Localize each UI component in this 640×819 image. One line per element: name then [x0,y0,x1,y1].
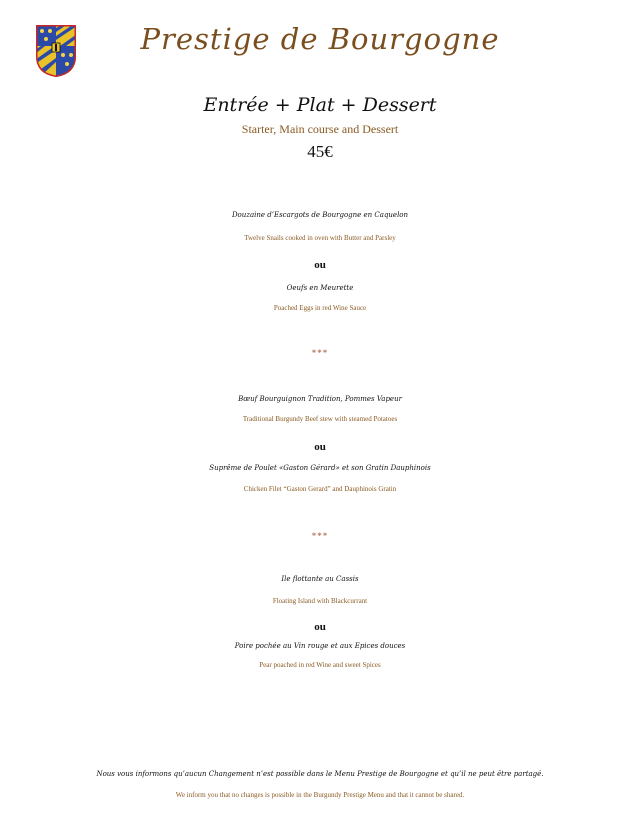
or-divider: ou [314,259,326,271]
main-2-name: Suprême de Poulet «Gaston Gérard» et son Gratin Dauphinois [209,464,431,472]
dessert-2-english: Pear poached in red Wine and sweet Spices [259,661,381,669]
starter-2-english: Poached Eggs in red Wine Sauce [273,304,367,312]
or-divider: ou [314,441,326,453]
dessert-2-name: Poire pochée au Vin rouge et aux Epices douces [234,642,406,650]
starter-1-english: Twelve Snails cooked in oven with Butter and Parsley [244,234,396,242]
formula-name: Entrée + Plat + Dessert [203,94,437,116]
main-1-name: Bœuf Bourguignon Tradition, Pommes Vapeur [238,395,402,403]
main-1-english: Traditional Burgundy Beef stew with steamed Potatoes [242,415,398,423]
starter-2-name: Oeufs en Meurette [286,284,354,292]
footer-note-english: We inform you that no changes is possible in the Burgundy Prestige Menu and that it cannot be shared. [175,791,465,799]
menu-price: 45€ [307,142,333,161]
starter-1-name: Douzaine d’Escargots de Bourgogne en Caquelon [231,211,409,219]
section-separator: *** [311,348,329,358]
formula-name-english: Starter, Main course and Dessert [241,122,399,136]
dessert-1-english: Floating Island with Blackcurrant [272,597,368,605]
dessert-1-name: Ile flottante au Cassis [281,575,359,583]
or-divider: ou [314,621,326,633]
main-2-english: Chicken Filet “Gaston Gerard” and Dauphinois Gratin [243,485,397,493]
menu-title: Prestige de Bourgogne [140,22,500,56]
footer-note-french: Nous vous informons qu’aucun Changement n’est possible dans le Menu Prestige de Bourgogne et qu’il ne peut être partagé. [96,770,544,778]
section-separator: *** [311,531,329,541]
